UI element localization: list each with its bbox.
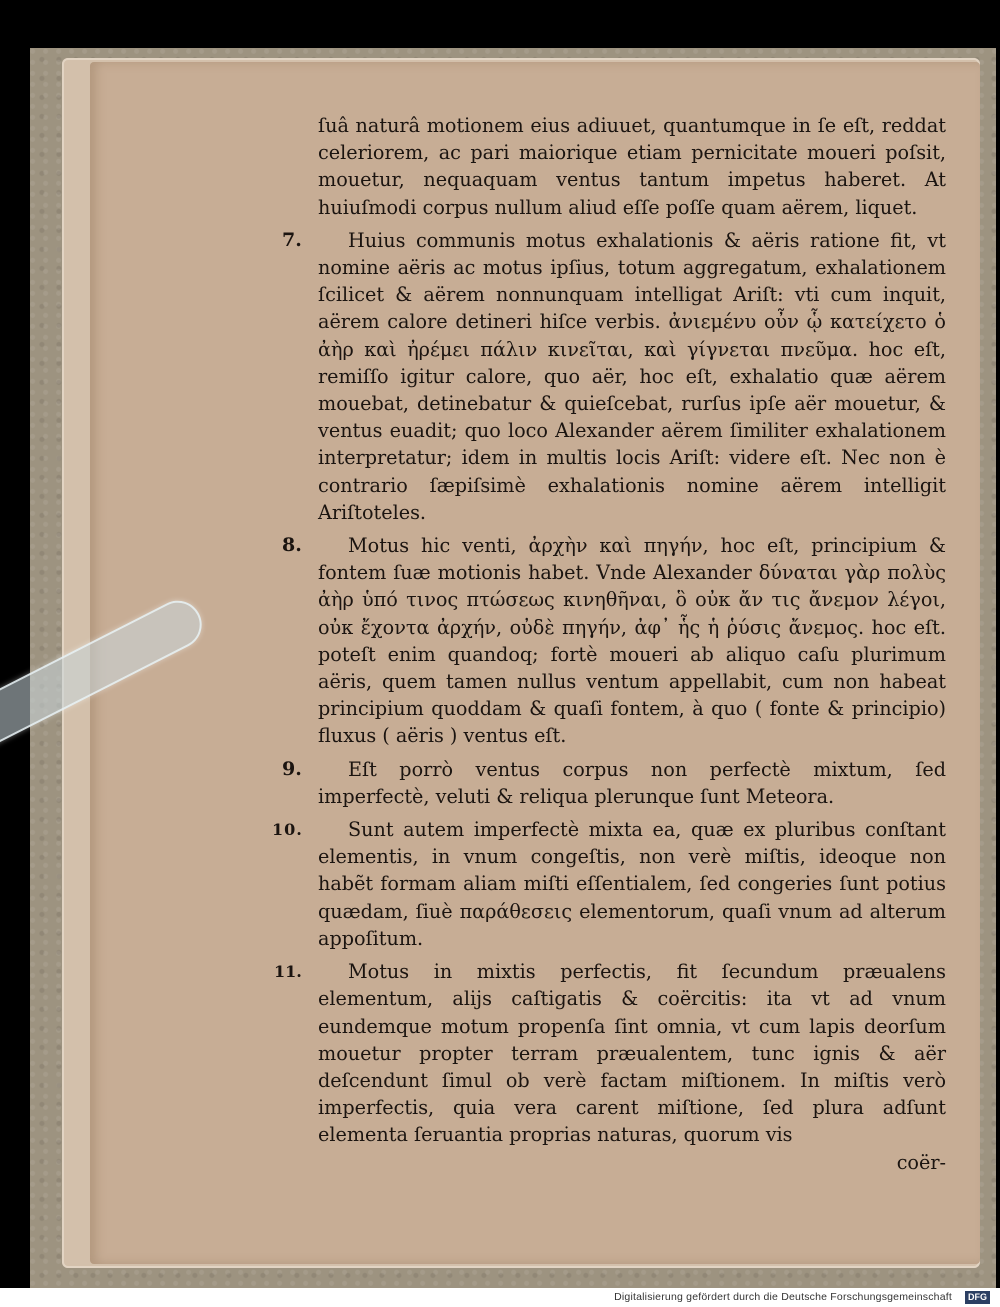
catchword: coër-: [896, 1150, 946, 1174]
paragraph-7: [282, 227, 946, 526]
paragraph-8: [282, 532, 946, 750]
paragraph-number: 11.: [274, 962, 302, 982]
paragraph-number: 8.: [282, 534, 302, 557]
paragraph-10: [272, 816, 946, 952]
paragraph-text: Motus hic venti, ἀρχὴν καὶ πηγήν, hoc eſt, principium & fontem ſuæ motionis habet. Vnde Alexander δύναται γὰρ πολὺς ἀὴρ ὑπό τινος πτώσεως κινηθῆναι, ὃ οὐκ ἄν τις ἄνεμον λέγοι, οὐκ ἔχοντα ἀρχήν, οὐδὲ πηγήν, ἀφ᾽ ἧς ἡ ῥύσις ἄνεμος. hoc eſt. poteſt enim quandoq; fortè moueri ab aliquo caſu plurimum aëris, quem tamen nullus ventum appellabit, cum non habeat principium quoddam & quaſi fontem, à quo ( fonte & principio) fluxus ( aëris ) ventus eſt.: [318, 534, 946, 748]
paragraph-9: [282, 756, 946, 810]
paragraph-text: Huius communis motus exhalationis & aëris ratione fit, vt nomine aëris ac motus ipſius, totum aggregatum, exhalationem ſcilicet & aërem nonnunquam intelligat Ariſt: vti cum inquit, aërem calore detineri hiſce verbis. ἀνιεμένυ οὖν ᾧ κατείχετο ὁ ἀὴρ καὶ ἠρέμει πάλιν κινεῖται, καὶ γίγνεται πνεῦμα. hoc eſt, remiſſo igitur calore, quo aër, hoc eſt, exhalatio quæ aërem mouebat, detinebatur & quieſcebat, rurſus ipſe aër mouetur, & ventus euadit; quo loco Alexander aërem ſimiliter exhalationem interpretatur; idem in multis locis Ariſt: videre eſt. Nec non è contrario ſæpiſsimè exhalationis nomine aërem intelligit Ariſtoteles.: [318, 228, 946, 524]
paragraph-text: Sunt autem imperfectè mixta ea, quæ ex pluribus conſtant elementis, in vnum congeſtis, non verè miſtis, ideoque non habẽt formam aliam miſti eſſentialem, ſed congeries ſunt potius quædam, ſiuè παράθεσεις elementorum, quaſi vnum ad alterum appoſitum.: [318, 818, 946, 950]
paragraph-11: [274, 958, 946, 1176]
paragraph-continuation: [318, 112, 946, 221]
paragraph-text: Eſt porrò ventus corpus non perfectè mixtum, ſed imperfectè, veluti & reliqua plerunque ſunt Meteora.: [318, 757, 946, 808]
paragraph-number: 7.: [282, 228, 302, 251]
paragraph-number: 9.: [282, 757, 302, 780]
digitization-footer: [0, 1288, 1000, 1307]
paragraph-number: 10.: [272, 820, 303, 840]
paragraph-text: ſuâ naturâ motionem eius adiuuet, quantumque in ſe eſt, reddat celeriorem, ac pari maiorique etiam pernicitate moueri poſsit, mouetur, nequaquam ventus tantum impetus haberet. At huiuſmodi corpus nullum aliud eſſe poſſe quam aërem, liquet.: [318, 114, 946, 219]
paragraph-text: Motus in mixtis perfectis, fit ſecundum præualens elementum, alijs caſtigatis & coërcitis: ita vt ad vnum eundemque motum propenſa ſint omnia, vt cum lapis deorſum mouetur propter terram præualentem, tunc ignis & aër deſcendunt ſimul ob verè factam miſtionem. In miſtis verò imperfectis, quia vera carent miſtione, ſed plura adſunt elementa ſeruantia proprias naturas, quorum vis: [318, 960, 946, 1147]
dfg-logo-icon: DFG: [965, 1291, 990, 1304]
page-text-block: [272, 112, 946, 1182]
footer-credit: Digitalisierung gefördert durch die Deutsche Forschungsgemeinschaft: [614, 1291, 952, 1303]
